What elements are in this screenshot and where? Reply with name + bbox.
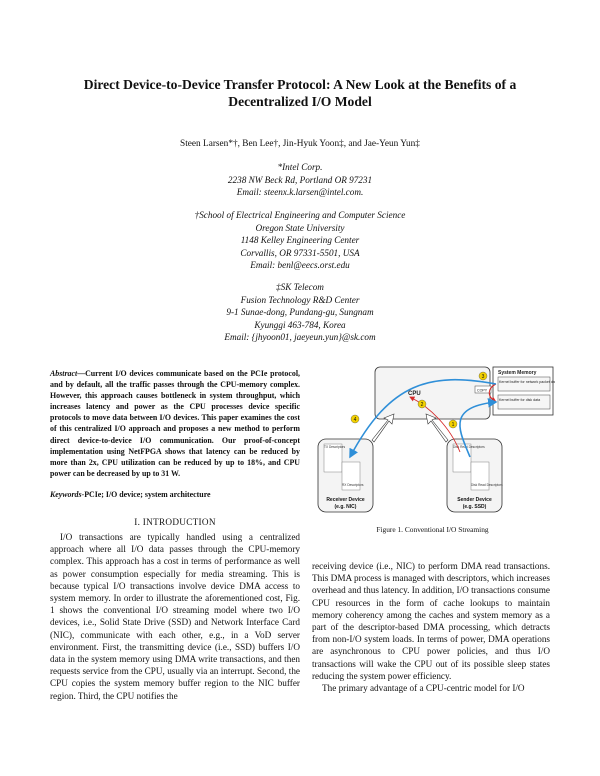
title-line-1: Direct Device-to-Device Transfer Protocol: A New Look at the Benefits of a <box>83 77 517 92</box>
abstract-text: —Current I/O devices communicate based on the PCIe protocol, and by default, all the traffic passes through the CPU-memory complex. However, this approach causes bottleneck in system throughput, which increases latency and power as the CPU processes device specific protocols to move data between I/O devices. This paper examines the cost of this centralized I/O approach and proposes a new method to perform direct device-to-device I/O communication. Our proof-of-concept implementation using NetFPGA shows that latency can be reduced by more than 2x, CPU utilization can be reduced by up to 18%, and CPU power can be decreased by up to 31 W. <box>50 369 300 478</box>
affiliation-line: Corvallis, OR 97331-5501, USA <box>240 247 360 258</box>
affiliation-line: Email: {jhyoon01, jaeyeun.yun}@sk.com <box>224 332 376 343</box>
affiliation-line: Email: benl@eecs.orst.edu <box>250 260 350 271</box>
affiliation-line: †School of Electrical Engineering and Computer Science <box>194 210 406 220</box>
title-line-2: Decentralized I/O Model <box>228 94 372 109</box>
keywords-label: Keywords- <box>50 490 85 499</box>
sender-device-example: (e.g. SSD) <box>462 504 487 510</box>
step-1-label: 1 <box>451 422 455 428</box>
sender-data-descriptor-label: Disk Read Descriptors <box>453 445 485 449</box>
receiver-device-name: Receiver Device <box>326 497 365 503</box>
abstract <box>50 368 300 479</box>
rx-tx-descriptor-label: TX Descriptors <box>324 445 346 449</box>
paper-title <box>60 76 540 110</box>
affiliation-line: Kyunggi 463-784, Korea <box>254 319 346 330</box>
receiver-device-example: (e.g. NIC) <box>334 504 357 510</box>
intro-paragraph-2: receiving device (i.e., NIC) to perform DMA read transactions. This DMA process is managed with descriptors, which increases overhead and thus latency. In addition, I/O transactions consume CPU resources in the form of cache lookups to maintain memory coherency among the caches and system memory as a part of the descriptor-based DMA processing, which detracts from non-I/O system loads. In terms of power, DMA operations are asynchronous to CPU power policies, and thus I/O transactions will wake the CPU out of its possible sleep states reducing the system power efficiency. <box>312 561 550 681</box>
affiliation-skt <box>80 281 520 344</box>
intro-paragraph-1: I/O transactions are typically handled using a centralized approach where all I/O data passes through the CPU-memory complex. This approach has a cost in terms of performance as well as power consumption especially for media streaming. This is because typical I/O transactions involve device DMA access to system memory. In order to illustrate the aforementioned cost, Fig. 1 shows the conventional I/O streaming model where two I/O devices, i.e., Solid State Drive (SSD) and Network Interface Card (NIC), communicate with each other, e.g., in a VoD server environment. First, the transmitting device (i.e., SSD) buffers I/O data in the system memory using DMA write transactions, and then requests service from the CPU, usually via an interrupt. Second, the CPU copies the system memory buffer region to the NIC buffer region. Third, the CPU notifies the <box>50 532 300 701</box>
keywords-text: PCIe; I/O device; system architecture <box>84 490 211 499</box>
step-2-label: 2 <box>420 402 424 408</box>
affiliation-line: ‡SK Telecom <box>276 282 324 292</box>
right-column-body <box>312 560 550 694</box>
sender-device-name: Sender Device <box>457 497 492 503</box>
section-heading-introduction: I. INTRODUCTION <box>134 517 216 527</box>
copy-label: COPY <box>477 388 488 393</box>
keywords <box>50 490 300 499</box>
system-memory-label: System Memory <box>498 370 537 376</box>
affiliation-line: Email: steenx.k.larsen@intel.com. <box>236 187 364 198</box>
sender-done-descriptor-label: Disk Read Descriptors <box>471 483 503 487</box>
affiliation-line: 9-1 Sunae-dong, Pundang-gu, Sungnam <box>226 307 374 318</box>
kernel-buffer-net-label: Kernel buffer for network packet data <box>499 380 555 384</box>
affiliation-line: 1148 Kelley Engineering Center <box>240 235 360 246</box>
affiliation-osu <box>80 209 520 272</box>
left-column-body <box>50 531 300 702</box>
conventional-io-diagram <box>310 362 555 522</box>
figure-1-caption: Figure 1. Conventional I/O Streaming <box>376 525 489 534</box>
step-3-label: 3 <box>481 374 485 380</box>
author-list: Steen Larsen*†, Ben Lee†, Jin-Hyuk Yoon‡, and Jae-Yeun Yun‡ <box>180 139 420 149</box>
rx-rx-descriptor-label: RX Descriptors <box>342 483 364 487</box>
affiliation-line: Oregon State University <box>255 222 345 233</box>
kernel-buffer-disk-label: Kernel buffer for disk data <box>499 398 541 402</box>
affiliation-line: 2238 NW Beck Rd, Portland OR 97231 <box>227 174 373 185</box>
affiliation-line: *Intel Corp. <box>277 162 323 172</box>
figure-1 <box>310 362 555 522</box>
affiliation-intel <box>80 161 520 199</box>
affiliation-line: Fusion Technology R&D Center <box>240 294 360 305</box>
step-4-label: 4 <box>353 417 357 423</box>
intro-paragraph-3: The primary advantage of a CPU-centric model for I/O <box>322 683 525 694</box>
cpu-box <box>375 367 490 419</box>
cpu-label: CPU <box>408 391 421 397</box>
abstract-lead: Abstract <box>50 369 78 378</box>
